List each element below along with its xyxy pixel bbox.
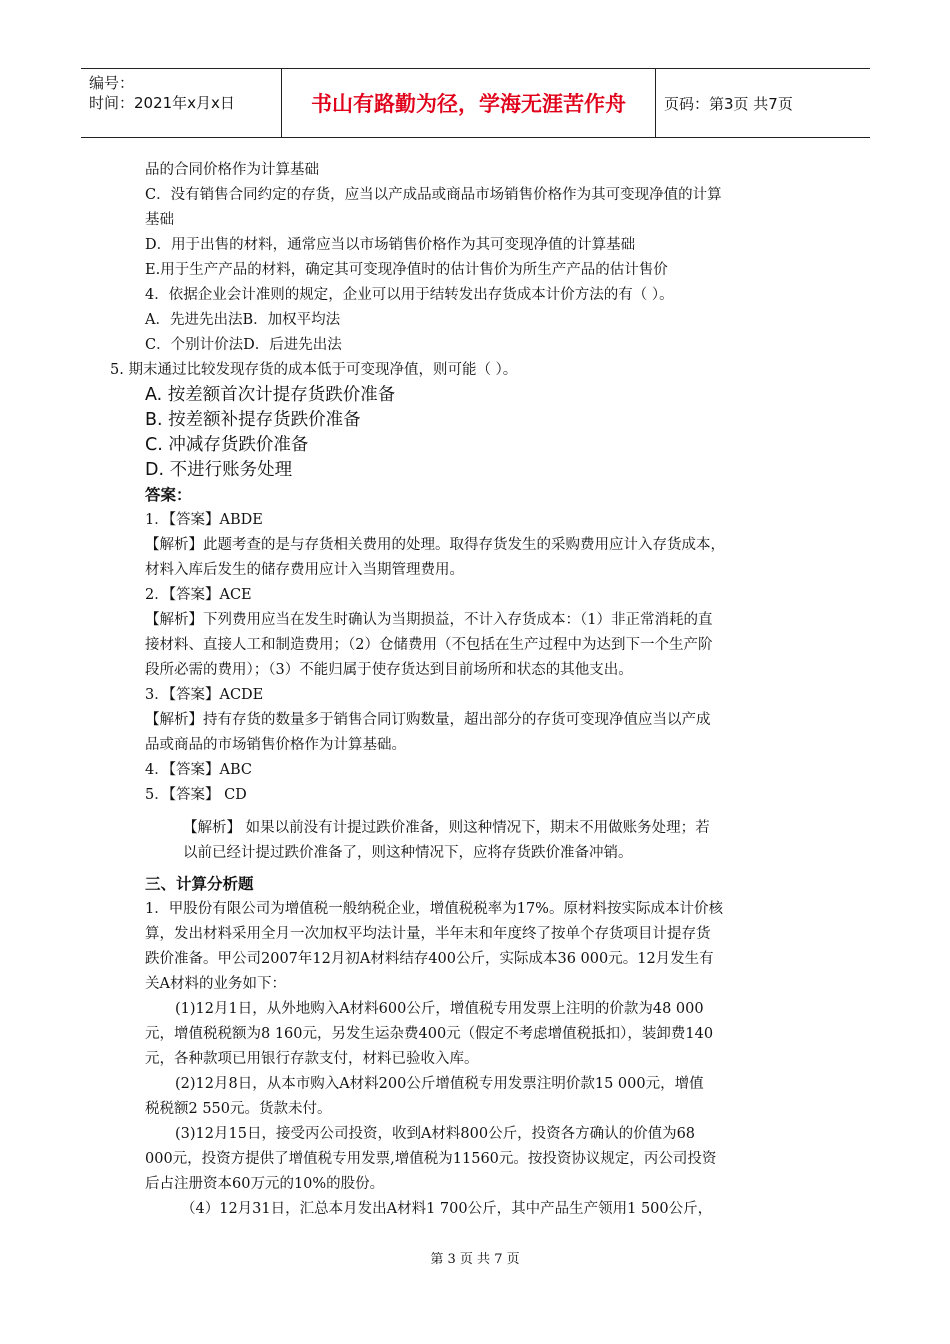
text-line: （4）12月31日，汇总本月发出A材料1 700公斤，其中产品生产领用1 500公斤， [181, 1201, 713, 1217]
text-line: D．用于出售的材料，通常应当以市场销售价格作为其可变现净值的计算基础 [145, 237, 636, 253]
text-line: 【解析】持有存货的数量多于销售合同订购数量，超出部分的存货可变现净值应当以产成 [145, 712, 711, 728]
option-c: C. 冲减存货跌价准备 [145, 435, 309, 455]
option-a: A. 按差额首次计提存货跌价准备 [145, 385, 396, 405]
option-d: D. 不进行账务处理 [145, 460, 293, 480]
page-footer: 第 3 页 共 7 页 [430, 1252, 520, 1267]
text-line: 算，发出材料采用全月一次加权平均法计量，半年末和年度终了按单个存货项目计提存货 [145, 926, 711, 942]
analysis-5-line-1: 【解析】 如果以前没有计提过跌价准备，则这种情况下，期末不用做账务处理；若 [183, 820, 710, 836]
header-page-info: 页码：第3页 共7页 [664, 94, 793, 113]
text-line: 后占注册资本60万元的10%的股份。 [145, 1176, 385, 1192]
answer-5: 5．【答案】 CD [145, 787, 247, 803]
text-line: 000元，投资方提供了增值税专用发票,增值税为11560元。按投资协议规定，丙公司投资 [145, 1151, 717, 1167]
text-line: 【解析】此题考查的是与存货相关费用的处理。取得存货发生的采购费用应计入存货成本， [145, 537, 725, 553]
text-line: (2)12月8日，从本市购入A材料200公斤增值税专用发票注明价款15 000元，增值 [175, 1076, 704, 1092]
text-line: 品或商品的市场销售价格作为计算基础。 [145, 737, 406, 753]
header-time: 时间：2021年x月x日 [89, 94, 235, 112]
text-line: E.用于生产产品的材料，确定其可变现净值时的估计售价为所生产产品的估计售价 [145, 262, 668, 278]
text-line: 4．依据企业会计准则的规定，企业可以用于结转发出存货成本计价方法的有（ ）。 [145, 287, 674, 303]
question-5: 5. 期末通过比较发现存货的成本低于可变现净值，则可能（ ）。 [110, 362, 518, 378]
option-b: B. 按差额补提存货跌价准备 [145, 410, 361, 430]
text-line: 元，增值税税额为8 160元，另发生运杂费400元（假定不考虑增值税抵扣），装卸费140 [145, 1026, 714, 1042]
text-line: 元，各种款项已用银行存款支付，材料已验收入库。 [145, 1051, 479, 1067]
text-line: C．没有销售合同约定的存货，应当以产成品或商品市场销售价格作为其可变现净值的计算 [145, 187, 722, 203]
text-line: C．个别计价法D．后进先出法 [145, 337, 342, 353]
text-line: (3)12月15日，接受丙公司投资，收到A材料800公斤，投资各方确认的价值为68 [175, 1126, 696, 1142]
text-line: 品的合同价格作为计算基础 [145, 162, 319, 178]
answer-1: 1．【答案】ABDE [145, 512, 263, 528]
text-line: 跌价准备。甲公司2007年12月初A材料结存400公斤，实际成本36 000元。12月发生有 [145, 951, 714, 967]
text-line: 1．甲股份有限公司为增值税一般纳税企业，增值税税率为17%。原材料按实际成本计价核 [145, 901, 723, 917]
text-line: 段所必需的费用）；（3）不能归属于使存货达到目前场所和状态的其他支出。 [145, 662, 633, 678]
text-line: 基础 [145, 212, 174, 228]
text-line: 接材料、直接人工和制造费用；（2）仓储费用（不包括在生产过程中为达到下一个生产阶 [145, 637, 713, 653]
header-motto: 书山有路勤为径，学海无涯苦作舟 [282, 69, 656, 137]
text-line: A．先进先出法B．加权平均法 [145, 312, 341, 328]
section-heading: 三、计算分析题 [145, 875, 254, 893]
header-meta [81, 69, 282, 137]
text-line: 【解析】下列费用应当在发生时确认为当期损益，不计入存货成本：（1）非正常消耗的直 [145, 612, 713, 628]
text-line: 关A材料的业务如下： [145, 976, 286, 992]
page-header [81, 68, 870, 138]
answer-2: 2．【答案】ACE [145, 587, 252, 603]
text-line: (1)12月1日，从外地购入A材料600公斤，增值税专用发票上注明的价款为48 000 [175, 1001, 704, 1017]
document-body [110, 158, 815, 1222]
answer-3: 3．【答案】ACDE [145, 687, 264, 703]
analysis-5-line-2: 以前已经计提过跌价准备了，则这种情况下，应将存货跌价准备冲销。 [183, 845, 633, 861]
header-number: 编号： [89, 74, 135, 92]
text-line: 税税额2 550元。货款未付。 [145, 1101, 332, 1117]
answers-heading: 答案： [145, 486, 192, 504]
text-line: 材料入库后发生的储存费用应计入当期管理费用。 [145, 562, 464, 578]
answer-4: 4．【答案】ABC [145, 762, 252, 778]
